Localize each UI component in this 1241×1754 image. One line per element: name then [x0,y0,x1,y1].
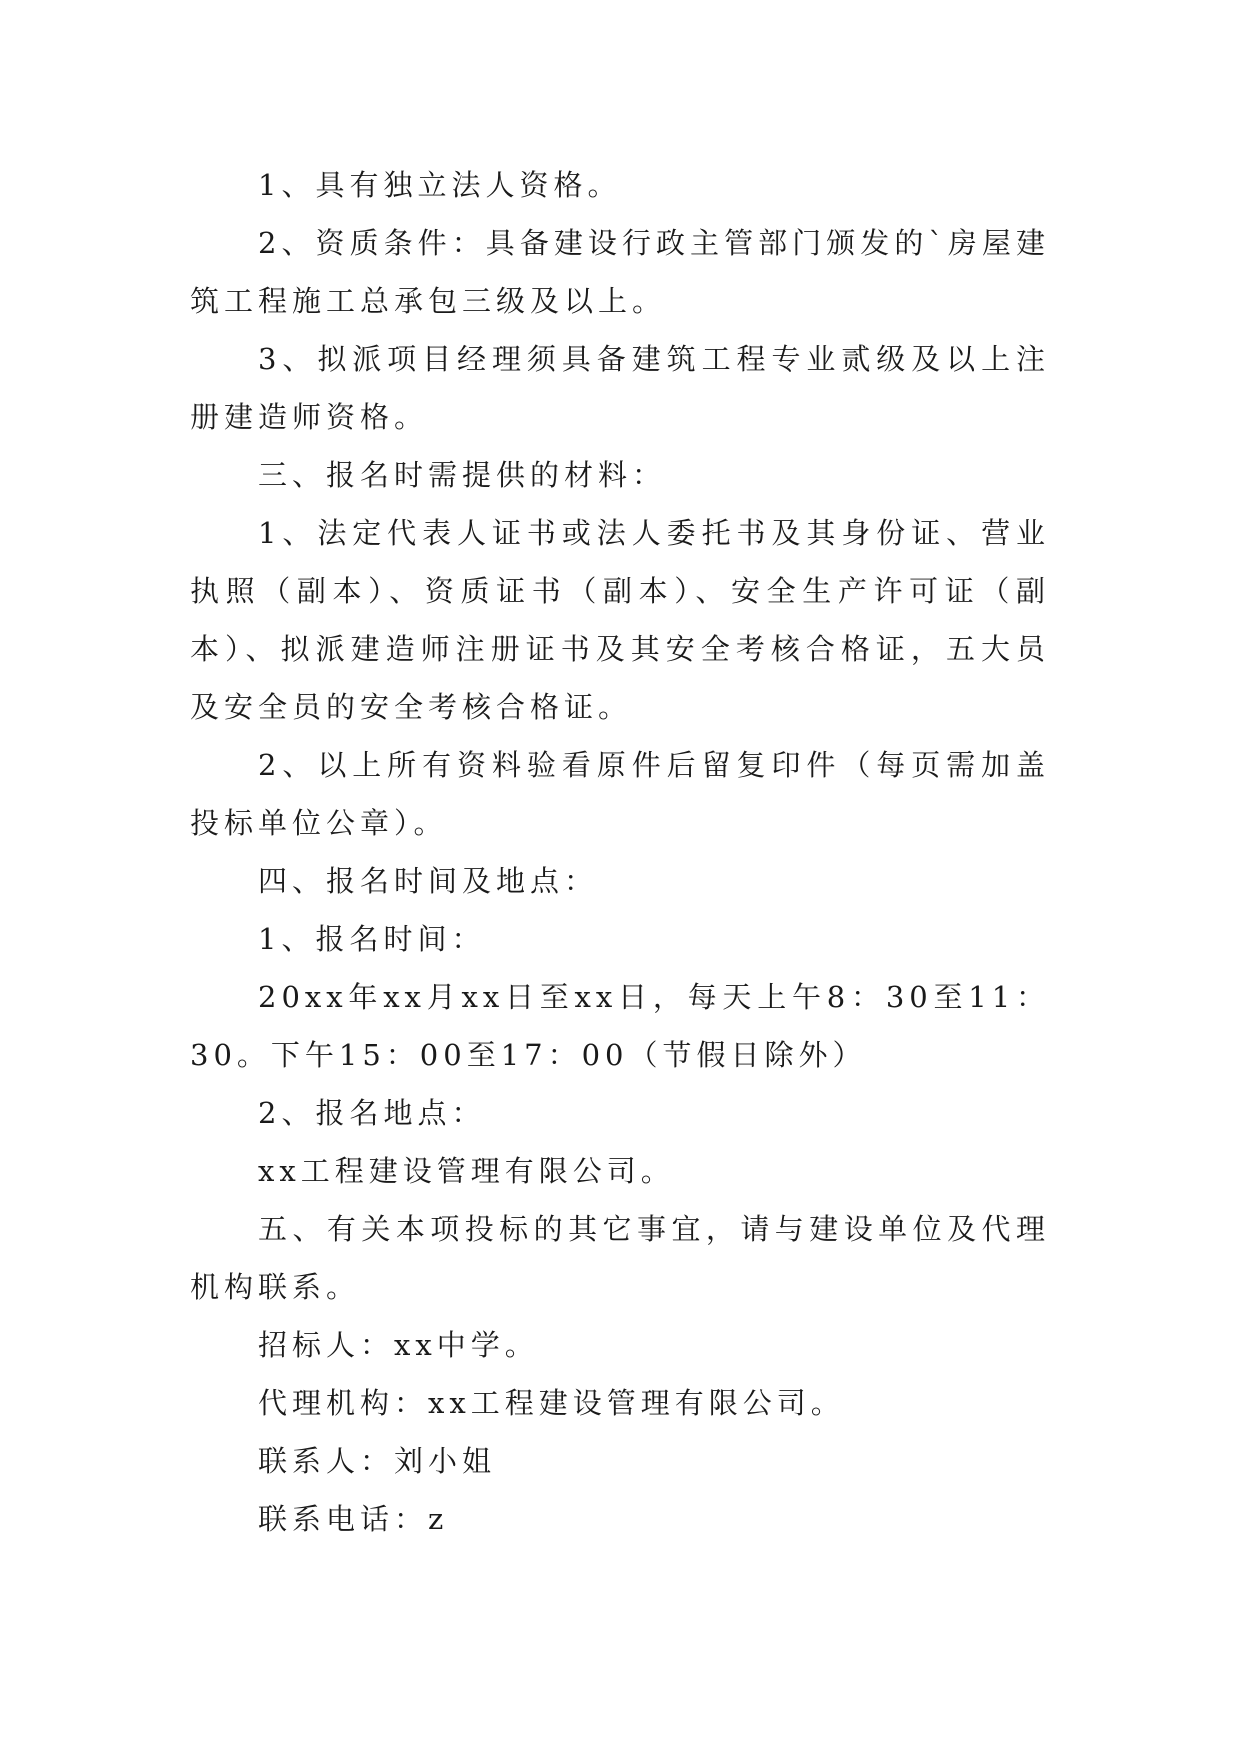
paragraph-qualification-legal-entity: 1、具有独立法人资格。 [258,168,622,202]
paragraph-contact-person: 联系人：刘小姐 [258,1444,497,1478]
paragraph-contact-phone: 联系电话：z [258,1502,449,1536]
section-heading-registration: 四、报名时间及地点： [258,864,599,898]
paragraph-qualification-project-manager: 3、拟派项目经理须具备建筑工程专业贰级及以上注册建造师资格。 [190,342,1050,434]
paragraph-materials-copies: 2、以上所有资料验看原件后留复印件（每页需加盖投标单位公章）。 [190,748,1050,840]
paragraph-registration-time-label: 1、报名时间： [258,922,486,956]
paragraph-registration-place: xx工程建设管理有限公司。 [258,1154,675,1188]
paragraph-registration-place-label: 2、报名地点： [258,1096,486,1130]
paragraph-agency: 代理机构：xx工程建设管理有限公司。 [258,1386,845,1420]
section-heading-materials: 三、报名时需提供的材料： [258,458,667,492]
section-heading-contact: 五、有关本项投标的其它事宜，请与建设单位及代理机构联系。 [190,1212,1050,1304]
document-body [190,156,1050,1548]
paragraph-registration-time: 20xx年xx月xx日至xx日，每天上午8：30至11：30。下午15：00至17：00（节假日除外） [190,980,1050,1072]
paragraph-materials-list: 1、法定代表人证书或法人委托书及其身份证、营业执照（副本）、资质证书（副本）、安全生产许可证（副本）、拟派建造师注册证书及其安全考核合格证，五大员及安全员的安全考核合格证。 [190,516,1050,724]
paragraph-tenderer: 招标人：xx中学。 [258,1328,539,1362]
paragraph-qualification-certificate: 2、资质条件：具备建设行政主管部门颁发的`房屋建筑工程施工总承包三级及以上。 [190,226,1050,318]
